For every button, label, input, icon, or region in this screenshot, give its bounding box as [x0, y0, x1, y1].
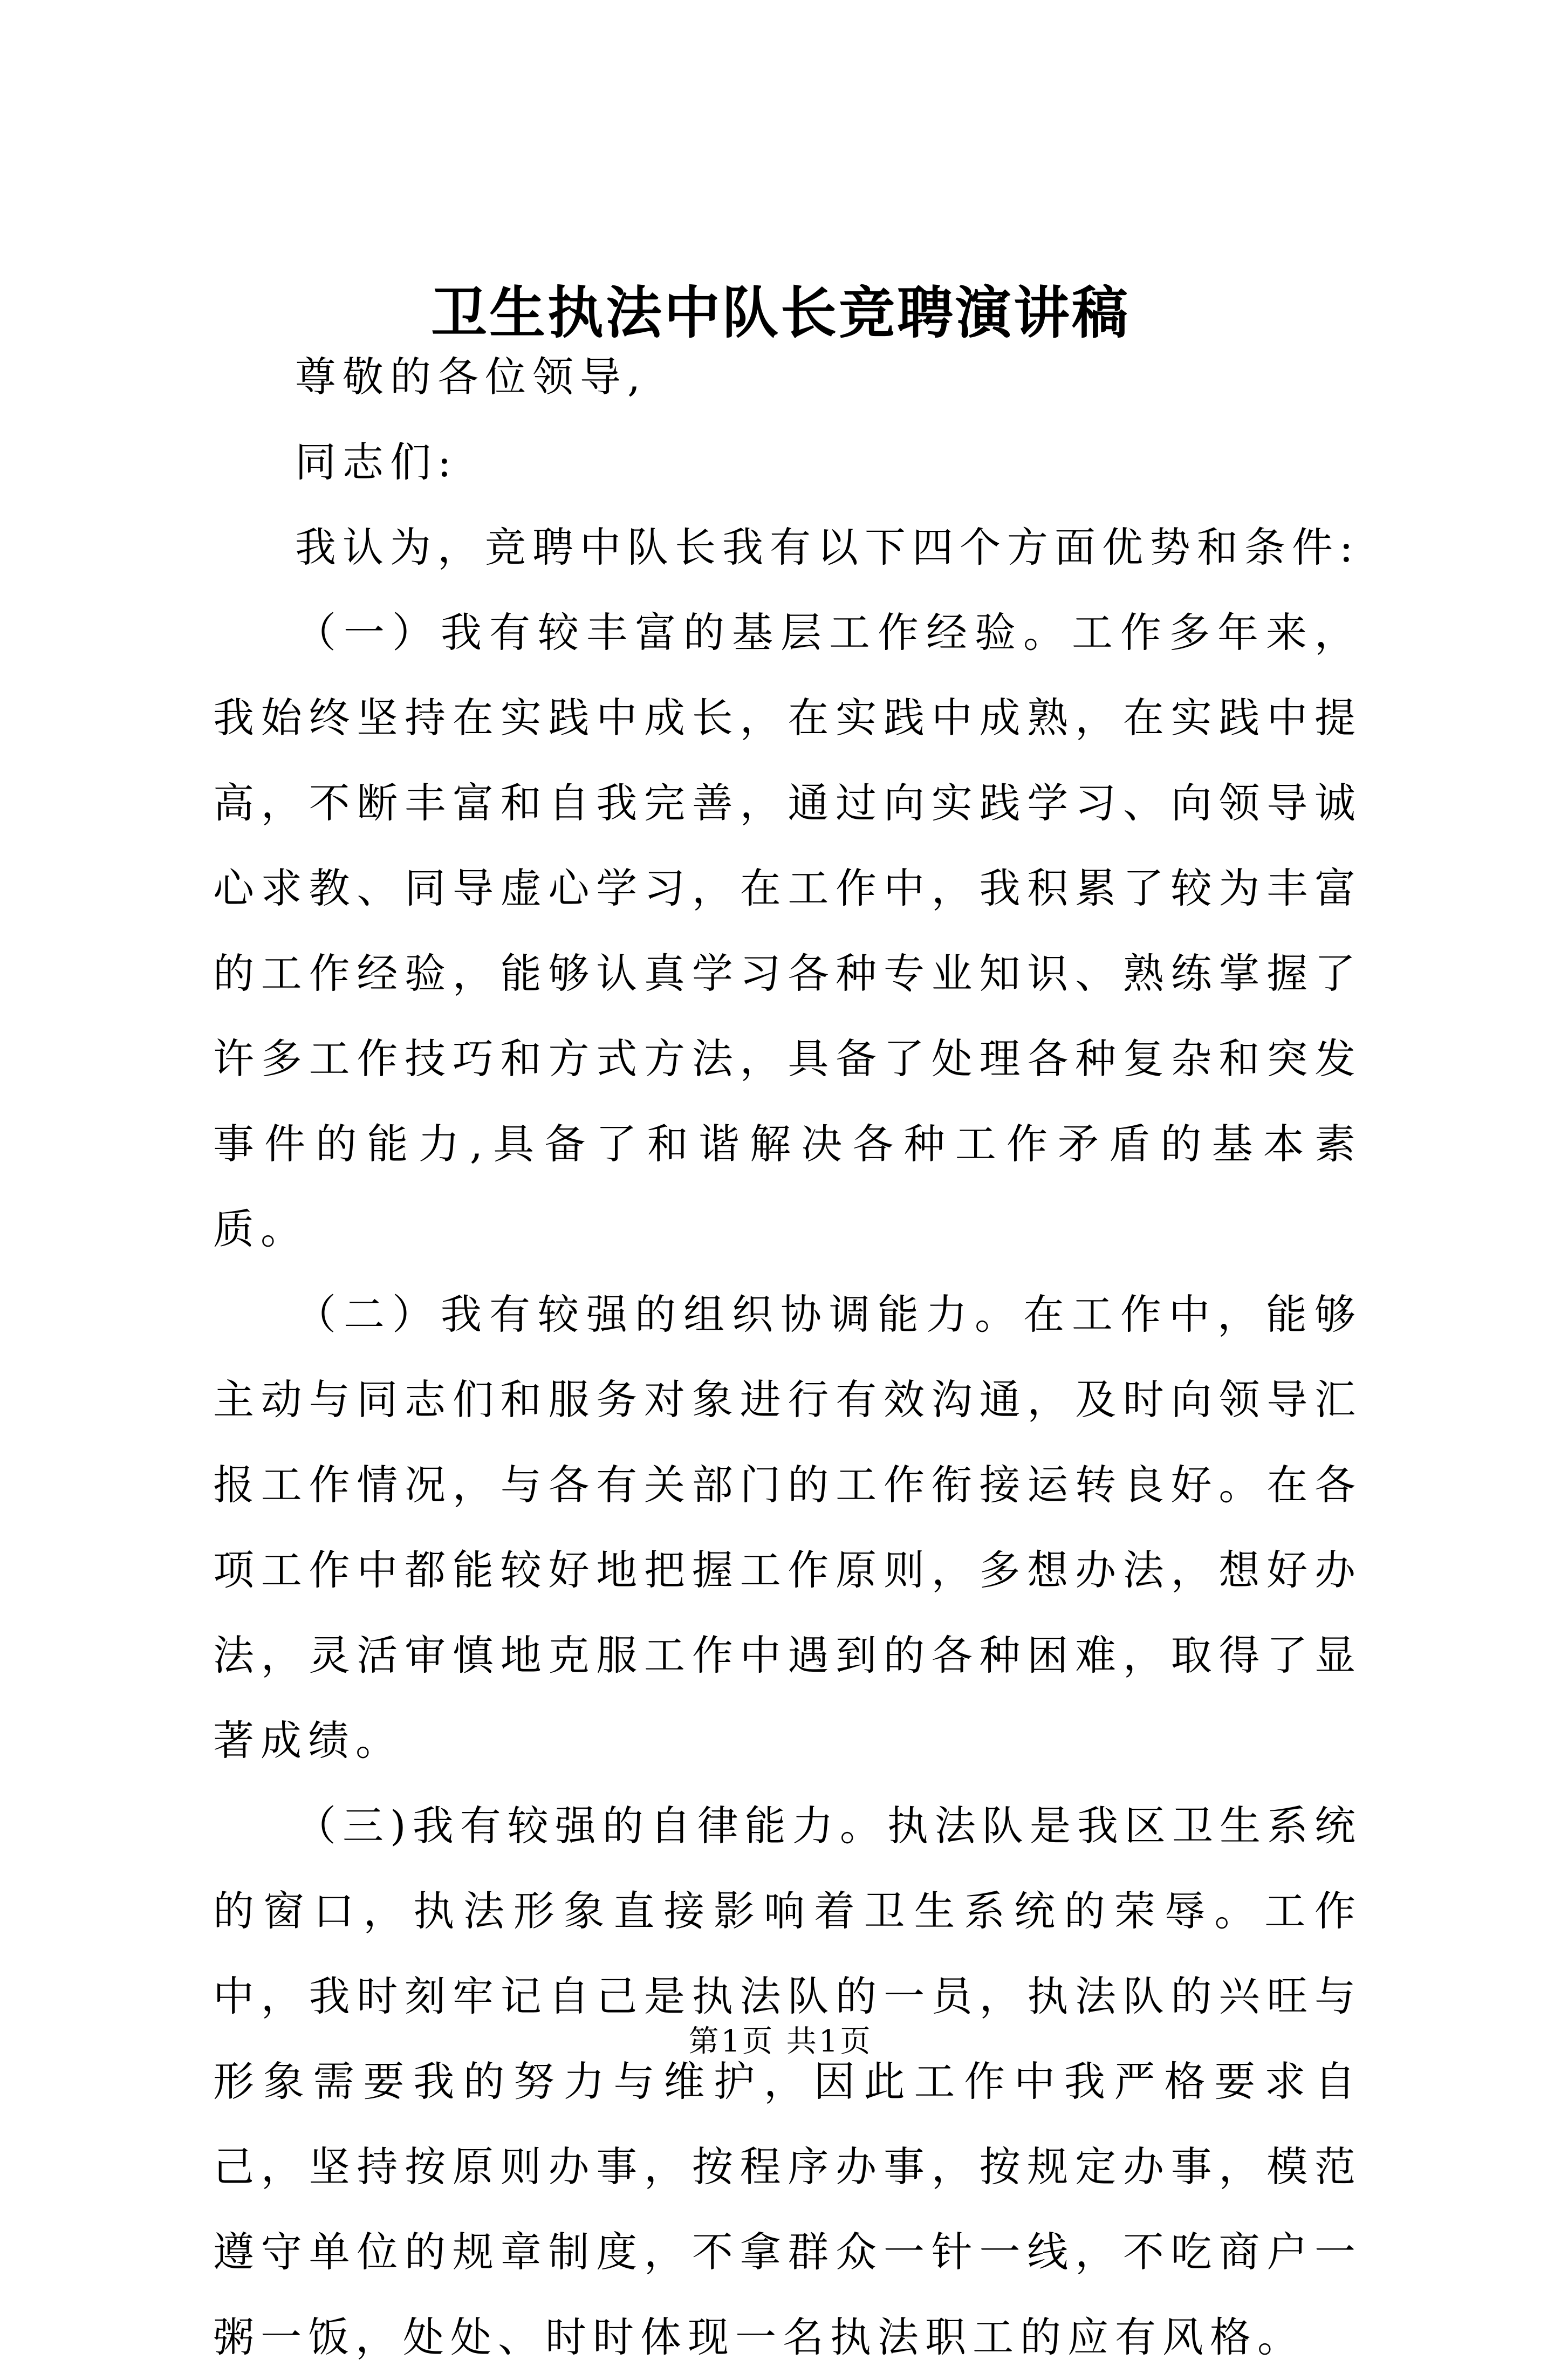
salutation-leaders: 尊敬的各位领导, [295, 353, 647, 401]
page-footer: 第1页 共1页 [688, 2024, 873, 2059]
document-body [213, 334, 1362, 2380]
paragraph-coordination: （二）我有较强的组织协调能力。在工作中，能够主动与同志们和服务对象进行有效沟通，及时向领导汇报工作情况，与各有关部门的工作衔接运转良好。在各项工作中都能较好地把握工作原则，多想办法，想好办法，灵活审慎地克服工作中遇到的各种困难，取得了显著成绩。 [213, 1290, 1362, 1765]
intro-paragraph: 我认为，竞聘中队长我有以下四个方面优势和条件: [295, 523, 1360, 571]
salutation-comrades: 同志们: [295, 438, 458, 486]
paragraph-experience: （一）我有较丰富的基层工作经验。工作多年来，我始终坚持在实践中成长，在实践中成熟，在实践中提高，不断丰富和自我完善，通过向实践学习、向领导诚心求教、同导虚心学习，在工作中，我积累了较为丰富的工作经验，能够认真学习各种专业知识、熟练掌握了许多工作技巧和方式方法，具备了处理各种复杂和突发事件的能力,具备了和谐解决各种工作矛盾的基本素质。 [213, 608, 1362, 1253]
document-title: 卫生执法中队长竞聘演讲稿 [430, 279, 1130, 346]
paragraph-self-discipline: （三)我有较强的自律能力。执法队是我区卫生系统的窗口，执法形象直接影响着卫生系统的荣辱。工作中，我时刻牢记自己是执法队的一员，执法队的兴旺与形象需要我的努力与维护，因此工作中我严格要求自己，坚持按原则办事，按程序办事，按规定办事，模范遵守单位的规章制度，不拿群众一针一线，不吃商户一粥一饭，处处、时时体现一名执法职工的应有风格。 [213, 1802, 1362, 2361]
